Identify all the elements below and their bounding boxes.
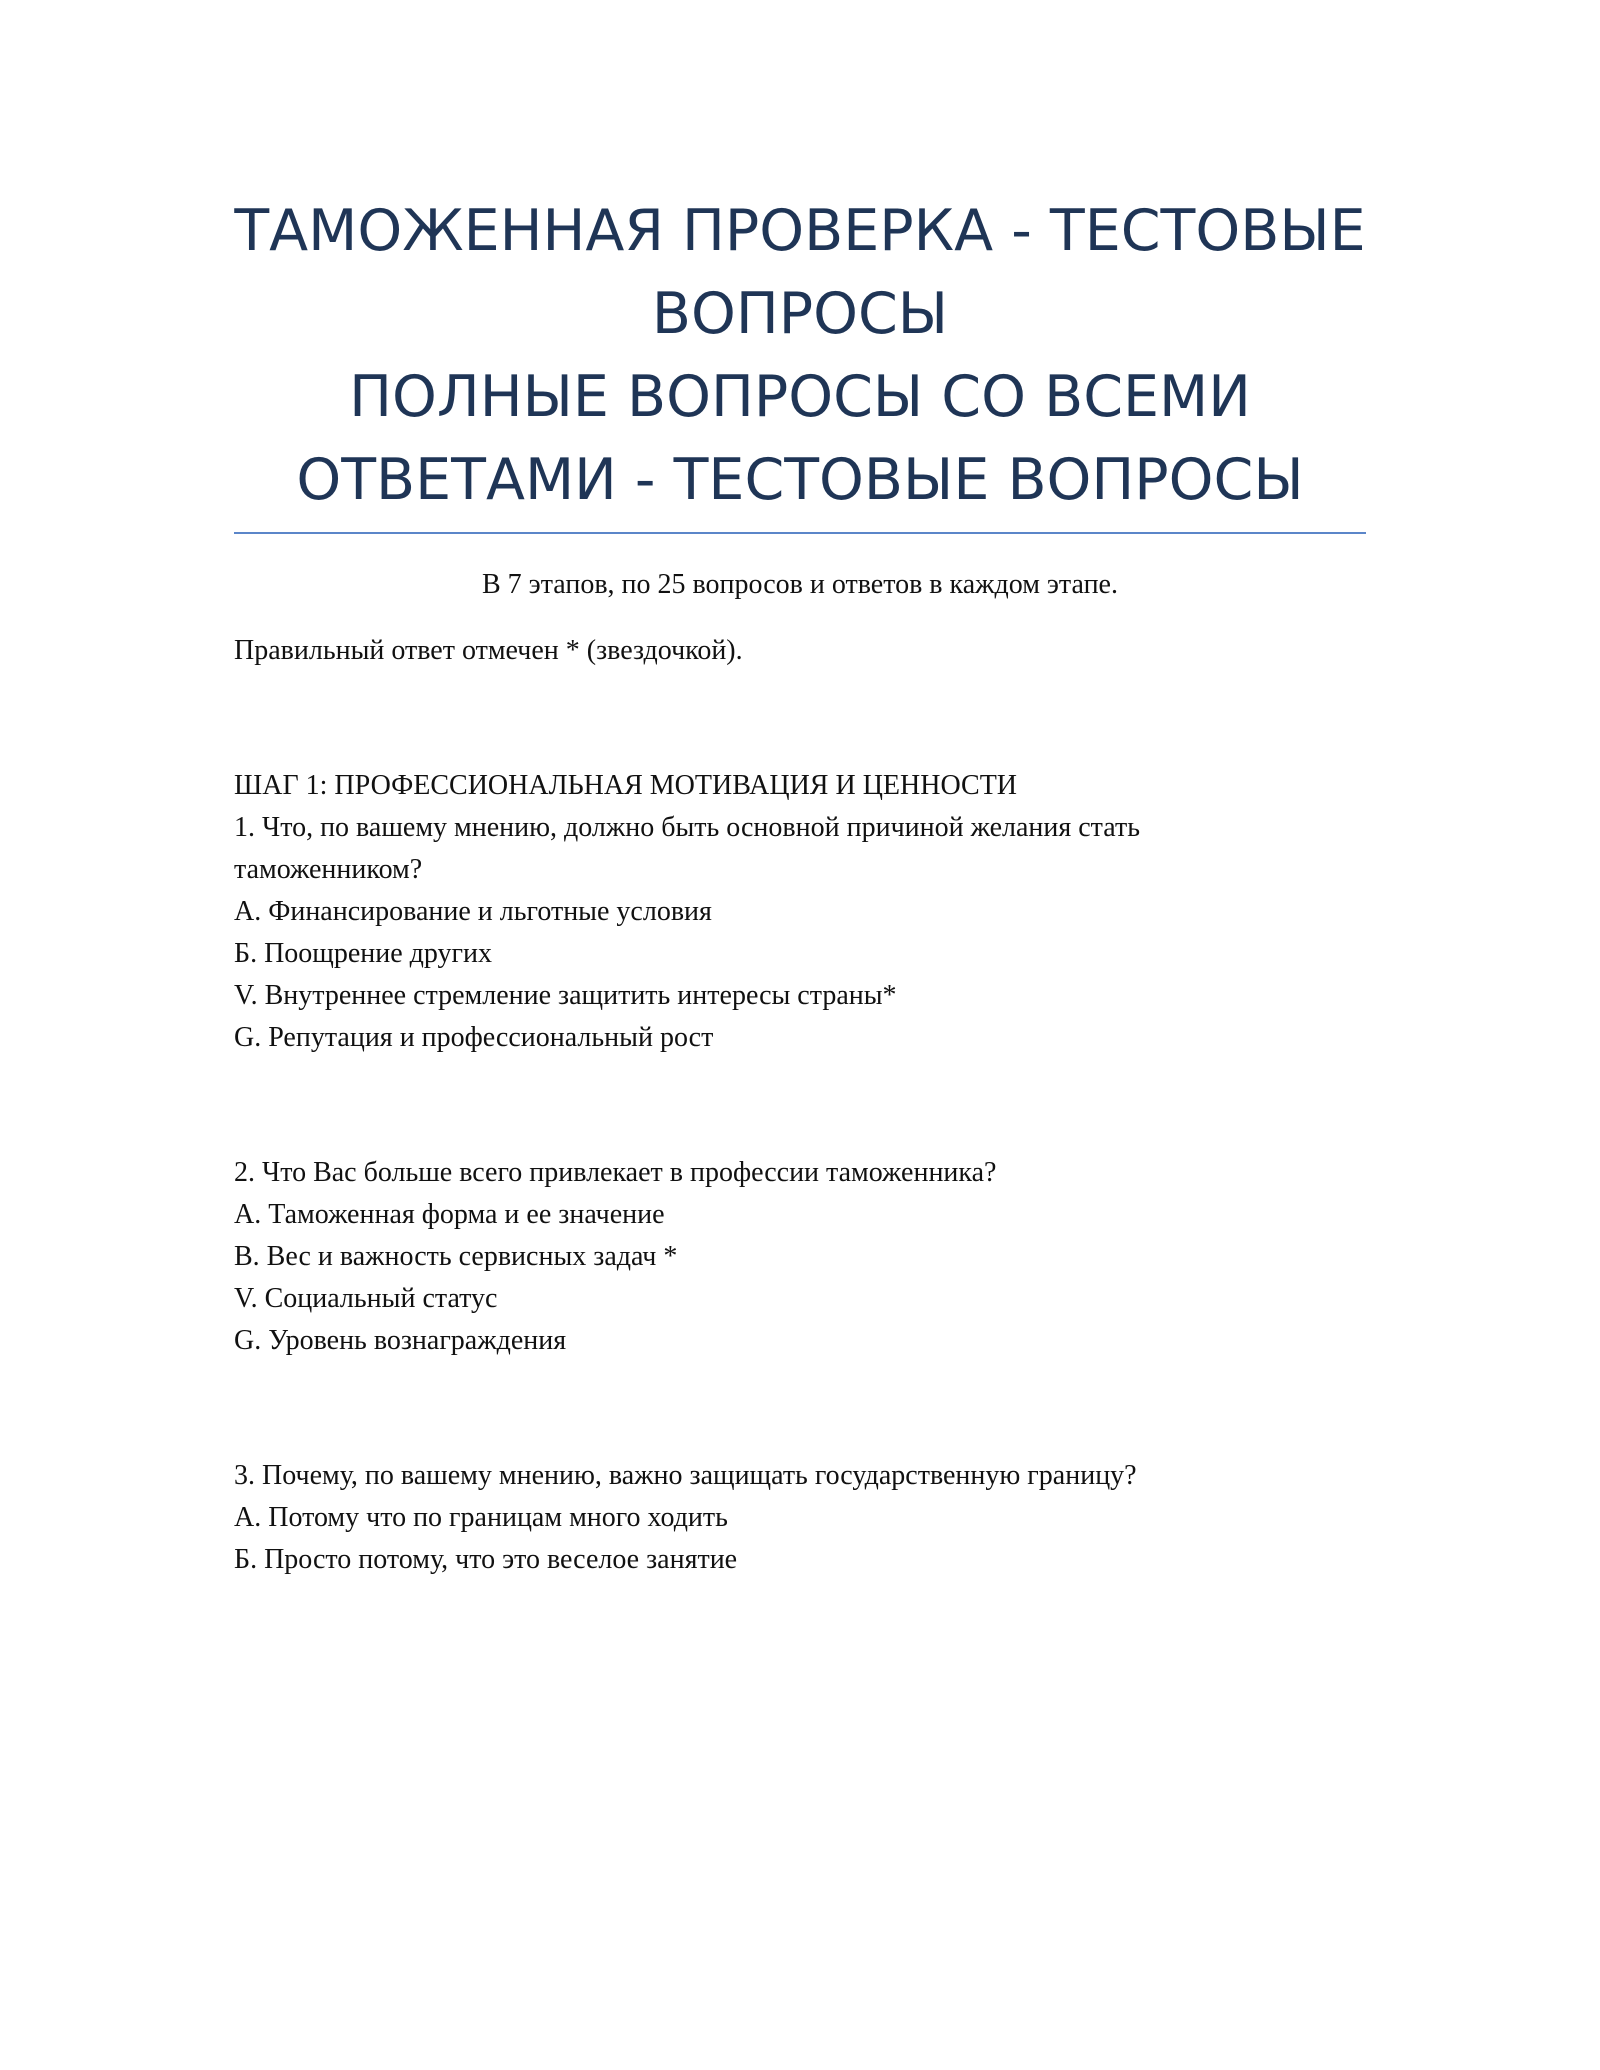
question-line: 1. Что, по вашему мнению, должно быть основной причиной желания стать: [234, 812, 1140, 843]
title-line-4: ОТВЕТАМИ - ТЕСТОВЫЕ ВОПРОСЫ: [296, 447, 1304, 513]
document-title: [234, 190, 1366, 522]
answer-option-correct: V. Внутреннее стремление защитить интересы страны*: [234, 980, 897, 1011]
title-line-3: ПОЛНЫЕ ВОПРОСЫ СО ВСЕМИ: [349, 364, 1251, 430]
title-line-1: ТАМОЖЕННАЯ ПРОВЕРКА - ТЕСТОВЫЕ: [234, 198, 1366, 264]
answer-option: Б. Просто потому, что это веселое занятие: [234, 1544, 738, 1575]
answer-option: G. Репутация и профессиональный рост: [234, 1022, 714, 1053]
question-block-1: [234, 807, 1366, 1059]
question-block-2: [234, 1152, 1366, 1362]
title-underline: [234, 532, 1366, 534]
answer-option-correct: B. Вес и важность сервисных задач *: [234, 1241, 678, 1272]
answer-option: G. Уровень вознаграждения: [234, 1325, 567, 1356]
answer-option: Б. Поощрение других: [234, 938, 493, 969]
question-text: 2. Что Вас больше всего привлекает в профессии таможенника?: [234, 1157, 997, 1188]
answer-option: V. Социальный статус: [234, 1283, 498, 1314]
answer-note: Правильный ответ отмечен * (звездочкой).: [234, 635, 743, 666]
intro-text: В 7 этапов, по 25 вопросов и ответов в каждом этапе.: [482, 569, 1118, 600]
answer-option: А. Финансирование и льготные условия: [234, 896, 712, 927]
answer-option: А. Таможенная форма и ее значение: [234, 1199, 665, 1230]
title-line-2: ВОПРОСЫ: [651, 281, 949, 347]
question-line: таможенником?: [234, 854, 423, 885]
answer-option: А. Потому что по границам много ходить: [234, 1502, 728, 1533]
question-text: [234, 807, 1366, 891]
document-page: [234, 0, 1366, 1581]
step-heading: ШАГ 1: ПРОФЕССИОНАЛЬНАЯ МОТИВАЦИЯ И ЦЕННОСТИ: [234, 770, 1018, 801]
question-block-3: [234, 1455, 1366, 1581]
question-text: 3. Почему, по вашему мнению, важно защищать государственную границу?: [234, 1460, 1137, 1491]
